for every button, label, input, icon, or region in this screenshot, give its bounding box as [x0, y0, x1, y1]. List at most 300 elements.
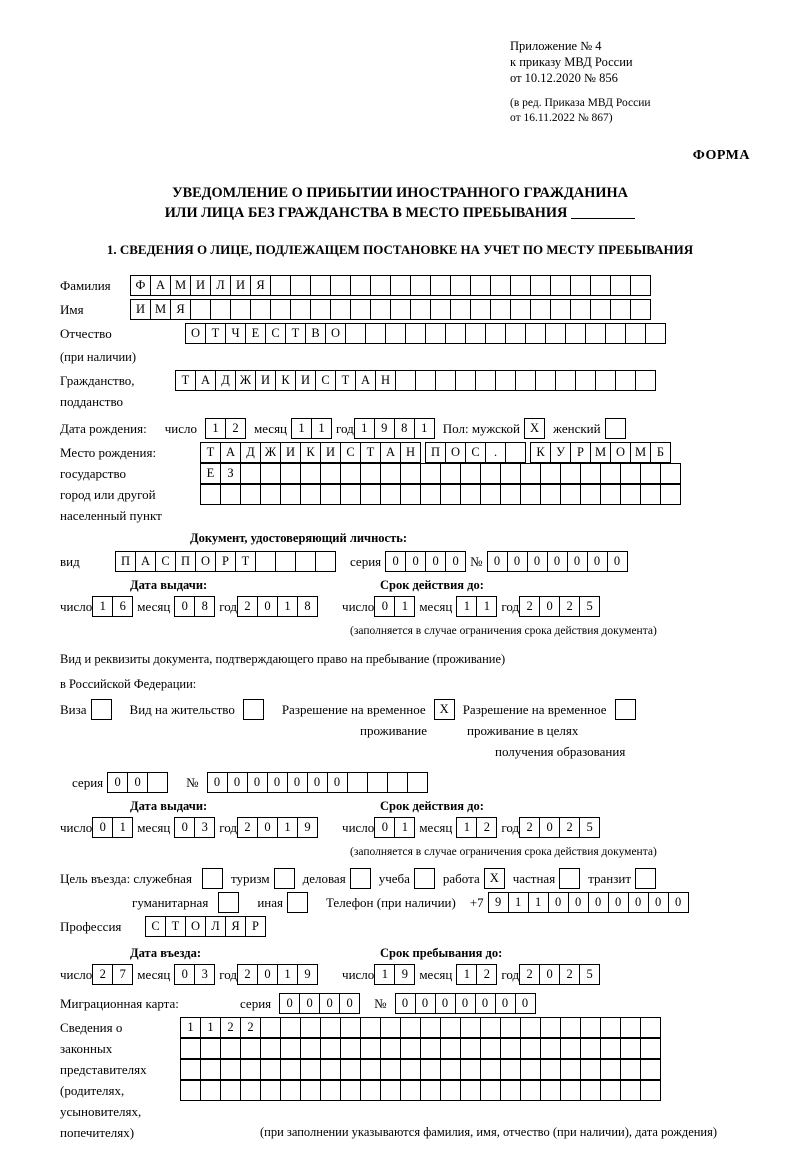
- char-cell[interactable]: 0: [174, 964, 195, 985]
- char-cell[interactable]: [400, 1059, 421, 1080]
- char-cell[interactable]: [555, 370, 576, 391]
- char-cell[interactable]: 0: [127, 772, 148, 793]
- permit-issue-year-input[interactable]: [237, 817, 318, 838]
- birthplace-country-input[interactable]: [200, 442, 421, 463]
- char-cell[interactable]: [565, 323, 586, 344]
- char-cell[interactable]: [485, 323, 506, 344]
- char-cell[interactable]: И: [255, 370, 276, 391]
- char-cell[interactable]: 0: [607, 551, 628, 572]
- doc-series-input[interactable]: [385, 551, 466, 572]
- char-cell[interactable]: 0: [405, 551, 426, 572]
- char-cell[interactable]: А: [355, 370, 376, 391]
- doc-issue-month-input[interactable]: [174, 596, 215, 617]
- char-cell[interactable]: [540, 484, 561, 505]
- char-cell[interactable]: А: [150, 275, 171, 296]
- birthplace-city-row3-input[interactable]: [200, 484, 681, 505]
- char-cell[interactable]: 0: [495, 993, 516, 1014]
- char-cell[interactable]: [420, 484, 441, 505]
- char-cell[interactable]: [600, 1038, 621, 1059]
- char-cell[interactable]: [274, 868, 295, 889]
- char-cell[interactable]: [320, 1038, 341, 1059]
- char-cell[interactable]: [220, 484, 241, 505]
- char-cell[interactable]: [300, 1059, 321, 1080]
- doc-valid-month-input[interactable]: [456, 596, 497, 617]
- char-cell[interactable]: [420, 1080, 441, 1101]
- char-cell[interactable]: [380, 1017, 401, 1038]
- char-cell[interactable]: [540, 1017, 561, 1038]
- char-cell[interactable]: Я: [170, 299, 191, 320]
- visa-checkbox[interactable]: [91, 699, 112, 720]
- permit-number-input[interactable]: [207, 772, 428, 793]
- char-cell[interactable]: 2: [476, 964, 497, 985]
- purpose-transit-checkbox[interactable]: [635, 868, 656, 889]
- char-cell[interactable]: [202, 868, 223, 889]
- char-cell[interactable]: М: [590, 442, 611, 463]
- char-cell[interactable]: [470, 299, 491, 320]
- char-cell[interactable]: П: [115, 551, 136, 572]
- char-cell[interactable]: [520, 484, 541, 505]
- char-cell[interactable]: [440, 484, 461, 505]
- char-cell[interactable]: 1: [414, 418, 435, 439]
- doc-valid-year-input[interactable]: [519, 596, 600, 617]
- stay-day-input[interactable]: [374, 964, 415, 985]
- char-cell[interactable]: Б: [650, 442, 671, 463]
- char-cell[interactable]: [480, 463, 501, 484]
- doc-issue-year-input[interactable]: [237, 596, 318, 617]
- char-cell[interactable]: [410, 275, 431, 296]
- char-cell[interactable]: [190, 299, 211, 320]
- char-cell[interactable]: [180, 1080, 201, 1101]
- char-cell[interactable]: X: [484, 868, 505, 889]
- char-cell[interactable]: Ч: [225, 323, 246, 344]
- char-cell[interactable]: 2: [519, 596, 540, 617]
- char-cell[interactable]: [615, 699, 636, 720]
- char-cell[interactable]: 0: [395, 993, 416, 1014]
- char-cell[interactable]: 1: [394, 817, 415, 838]
- char-cell[interactable]: [610, 275, 631, 296]
- char-cell[interactable]: [290, 299, 311, 320]
- purpose-humanitarian-checkbox[interactable]: [218, 892, 239, 913]
- char-cell[interactable]: [240, 1059, 261, 1080]
- char-cell[interactable]: 0: [227, 772, 248, 793]
- char-cell[interactable]: 0: [588, 892, 609, 913]
- char-cell[interactable]: [420, 1059, 441, 1080]
- char-cell[interactable]: [180, 1059, 201, 1080]
- char-cell[interactable]: [260, 1059, 281, 1080]
- char-cell[interactable]: С: [315, 370, 336, 391]
- char-cell[interactable]: [380, 1080, 401, 1101]
- char-cell[interactable]: К: [300, 442, 321, 463]
- char-cell[interactable]: [340, 484, 361, 505]
- char-cell[interactable]: [550, 275, 571, 296]
- surname-input[interactable]: [130, 275, 651, 296]
- char-cell[interactable]: 9: [374, 418, 395, 439]
- char-cell[interactable]: Т: [165, 916, 186, 937]
- char-cell[interactable]: [350, 275, 371, 296]
- char-cell[interactable]: 0: [568, 892, 589, 913]
- char-cell[interactable]: 1: [200, 1017, 221, 1038]
- char-cell[interactable]: 0: [548, 892, 569, 913]
- char-cell[interactable]: [600, 1080, 621, 1101]
- char-cell[interactable]: [460, 1038, 481, 1059]
- char-cell[interactable]: О: [195, 551, 216, 572]
- char-cell[interactable]: Е: [245, 323, 266, 344]
- char-cell[interactable]: 0: [174, 596, 195, 617]
- char-cell[interactable]: [230, 299, 251, 320]
- char-cell[interactable]: [635, 370, 656, 391]
- char-cell[interactable]: [91, 699, 112, 720]
- entry-month-input[interactable]: [174, 964, 215, 985]
- char-cell[interactable]: 2: [237, 964, 258, 985]
- char-cell[interactable]: [270, 275, 291, 296]
- char-cell[interactable]: [660, 484, 681, 505]
- char-cell[interactable]: [275, 551, 296, 572]
- birthplace-city-part2-input[interactable]: [530, 442, 671, 463]
- char-cell[interactable]: [620, 1080, 641, 1101]
- char-cell[interactable]: 0: [257, 964, 278, 985]
- char-cell[interactable]: [645, 323, 666, 344]
- char-cell[interactable]: [200, 1038, 221, 1059]
- char-cell[interactable]: 0: [445, 551, 466, 572]
- char-cell[interactable]: [360, 1059, 381, 1080]
- char-cell[interactable]: 1: [92, 596, 113, 617]
- char-cell[interactable]: 0: [435, 993, 456, 1014]
- char-cell[interactable]: [600, 463, 621, 484]
- char-cell[interactable]: [560, 484, 581, 505]
- char-cell[interactable]: 0: [299, 993, 320, 1014]
- char-cell[interactable]: [510, 299, 531, 320]
- char-cell[interactable]: [370, 275, 391, 296]
- char-cell[interactable]: 1: [456, 964, 477, 985]
- char-cell[interactable]: [500, 1059, 521, 1080]
- patronymic-input[interactable]: [185, 323, 666, 344]
- char-cell[interactable]: А: [135, 551, 156, 572]
- legal-rep-row4-input[interactable]: [180, 1080, 661, 1101]
- char-cell[interactable]: [490, 299, 511, 320]
- char-cell[interactable]: [600, 484, 621, 505]
- char-cell[interactable]: [500, 484, 521, 505]
- char-cell[interactable]: [280, 484, 301, 505]
- char-cell[interactable]: А: [380, 442, 401, 463]
- char-cell[interactable]: X: [524, 418, 545, 439]
- char-cell[interactable]: М: [150, 299, 171, 320]
- char-cell[interactable]: [630, 275, 651, 296]
- char-cell[interactable]: 0: [267, 772, 288, 793]
- char-cell[interactable]: Т: [175, 370, 196, 391]
- purpose-service-checkbox[interactable]: [202, 868, 223, 889]
- char-cell[interactable]: [630, 299, 651, 320]
- char-cell[interactable]: М: [170, 275, 191, 296]
- profession-input[interactable]: [145, 916, 266, 937]
- char-cell[interactable]: [605, 418, 626, 439]
- char-cell[interactable]: А: [195, 370, 216, 391]
- citizenship-input[interactable]: [175, 370, 656, 391]
- doc-valid-day-input[interactable]: [374, 596, 415, 617]
- char-cell[interactable]: [360, 1080, 381, 1101]
- char-cell[interactable]: Т: [360, 442, 381, 463]
- mcard-number-input[interactable]: [395, 993, 536, 1014]
- birthplace-city-part1-input[interactable]: [425, 442, 526, 463]
- char-cell[interactable]: [240, 484, 261, 505]
- char-cell[interactable]: 0: [279, 993, 300, 1014]
- char-cell[interactable]: 1: [277, 964, 298, 985]
- char-cell[interactable]: 0: [339, 993, 360, 1014]
- char-cell[interactable]: 0: [107, 772, 128, 793]
- char-cell[interactable]: [500, 1038, 521, 1059]
- char-cell[interactable]: [290, 275, 311, 296]
- doc-kind-input[interactable]: [115, 551, 336, 572]
- char-cell[interactable]: М: [630, 442, 651, 463]
- char-cell[interactable]: Е: [200, 463, 221, 484]
- stay-month-input[interactable]: [456, 964, 497, 985]
- char-cell[interactable]: [360, 1017, 381, 1038]
- char-cell[interactable]: X: [434, 699, 455, 720]
- char-cell[interactable]: 0: [668, 892, 689, 913]
- char-cell[interactable]: [147, 772, 168, 793]
- char-cell[interactable]: П: [175, 551, 196, 572]
- char-cell[interactable]: 0: [319, 993, 340, 1014]
- char-cell[interactable]: Т: [285, 323, 306, 344]
- char-cell[interactable]: В: [305, 323, 326, 344]
- char-cell[interactable]: 5: [579, 596, 600, 617]
- char-cell[interactable]: 1: [291, 418, 312, 439]
- char-cell[interactable]: [240, 1080, 261, 1101]
- char-cell[interactable]: [635, 868, 656, 889]
- char-cell[interactable]: С: [340, 442, 361, 463]
- char-cell[interactable]: [640, 1059, 661, 1080]
- char-cell[interactable]: О: [185, 323, 206, 344]
- char-cell[interactable]: Я: [250, 275, 271, 296]
- char-cell[interactable]: 2: [519, 817, 540, 838]
- char-cell[interactable]: [340, 1038, 361, 1059]
- char-cell[interactable]: К: [275, 370, 296, 391]
- char-cell[interactable]: И: [295, 370, 316, 391]
- char-cell[interactable]: .: [485, 442, 506, 463]
- char-cell[interactable]: [580, 1017, 601, 1038]
- char-cell[interactable]: [340, 1017, 361, 1038]
- char-cell[interactable]: [340, 1059, 361, 1080]
- char-cell[interactable]: П: [425, 442, 446, 463]
- char-cell[interactable]: [260, 1017, 281, 1038]
- legal-rep-row2-input[interactable]: [180, 1038, 661, 1059]
- char-cell[interactable]: К: [530, 442, 551, 463]
- char-cell[interactable]: 2: [476, 817, 497, 838]
- char-cell[interactable]: [200, 1080, 221, 1101]
- char-cell[interactable]: 2: [559, 596, 580, 617]
- permit-series-input[interactable]: [107, 772, 168, 793]
- char-cell[interactable]: 0: [547, 551, 568, 572]
- char-cell[interactable]: С: [145, 916, 166, 937]
- char-cell[interactable]: И: [130, 299, 151, 320]
- char-cell[interactable]: [370, 299, 391, 320]
- char-cell[interactable]: 0: [608, 892, 629, 913]
- char-cell[interactable]: 0: [174, 817, 195, 838]
- char-cell[interactable]: [500, 463, 521, 484]
- char-cell[interactable]: [220, 1059, 241, 1080]
- char-cell[interactable]: [480, 484, 501, 505]
- char-cell[interactable]: Ж: [235, 370, 256, 391]
- purpose-study-checkbox[interactable]: [414, 868, 435, 889]
- char-cell[interactable]: [550, 299, 571, 320]
- char-cell[interactable]: [350, 868, 371, 889]
- char-cell[interactable]: [465, 323, 486, 344]
- char-cell[interactable]: [360, 463, 381, 484]
- char-cell[interactable]: 0: [415, 993, 436, 1014]
- char-cell[interactable]: [600, 1017, 621, 1038]
- char-cell[interactable]: [545, 323, 566, 344]
- char-cell[interactable]: 0: [327, 772, 348, 793]
- char-cell[interactable]: 0: [92, 817, 113, 838]
- char-cell[interactable]: 0: [648, 892, 669, 913]
- char-cell[interactable]: [260, 484, 281, 505]
- char-cell[interactable]: [395, 370, 416, 391]
- char-cell[interactable]: [218, 892, 239, 913]
- mcard-series-input[interactable]: [279, 993, 360, 1014]
- char-cell[interactable]: [580, 463, 601, 484]
- char-cell[interactable]: [380, 1059, 401, 1080]
- char-cell[interactable]: [280, 1059, 301, 1080]
- char-cell[interactable]: [287, 892, 308, 913]
- char-cell[interactable]: 0: [385, 551, 406, 572]
- char-cell[interactable]: [210, 299, 231, 320]
- char-cell[interactable]: 9: [488, 892, 509, 913]
- char-cell[interactable]: 0: [287, 772, 308, 793]
- char-cell[interactable]: 0: [207, 772, 228, 793]
- char-cell[interactable]: О: [445, 442, 466, 463]
- char-cell[interactable]: [580, 484, 601, 505]
- char-cell[interactable]: [495, 370, 516, 391]
- char-cell[interactable]: [400, 1038, 421, 1059]
- char-cell[interactable]: [415, 370, 436, 391]
- char-cell[interactable]: 9: [297, 817, 318, 838]
- char-cell[interactable]: 8: [394, 418, 415, 439]
- sex-male-checkbox[interactable]: [524, 418, 545, 439]
- char-cell[interactable]: [240, 463, 261, 484]
- char-cell[interactable]: [310, 299, 331, 320]
- char-cell[interactable]: [450, 275, 471, 296]
- char-cell[interactable]: [380, 463, 401, 484]
- char-cell[interactable]: С: [265, 323, 286, 344]
- char-cell[interactable]: [330, 275, 351, 296]
- char-cell[interactable]: [320, 1080, 341, 1101]
- char-cell[interactable]: [600, 1059, 621, 1080]
- char-cell[interactable]: У: [550, 442, 571, 463]
- char-cell[interactable]: [580, 1059, 601, 1080]
- char-cell[interactable]: [440, 1080, 461, 1101]
- char-cell[interactable]: 0: [515, 993, 536, 1014]
- char-cell[interactable]: И: [230, 275, 251, 296]
- char-cell[interactable]: Т: [200, 442, 221, 463]
- char-cell[interactable]: [260, 1038, 281, 1059]
- char-cell[interactable]: [300, 484, 321, 505]
- char-cell[interactable]: 0: [257, 596, 278, 617]
- purpose-other-checkbox[interactable]: [287, 892, 308, 913]
- char-cell[interactable]: [280, 1080, 301, 1101]
- char-cell[interactable]: [595, 370, 616, 391]
- char-cell[interactable]: [440, 1038, 461, 1059]
- char-cell[interactable]: [500, 1017, 521, 1038]
- char-cell[interactable]: Я: [225, 916, 246, 937]
- permit-valid-day-input[interactable]: [374, 817, 415, 838]
- char-cell[interactable]: [345, 323, 366, 344]
- char-cell[interactable]: [470, 275, 491, 296]
- char-cell[interactable]: [350, 299, 371, 320]
- char-cell[interactable]: [560, 1080, 581, 1101]
- char-cell[interactable]: 2: [240, 1017, 261, 1038]
- char-cell[interactable]: [640, 484, 661, 505]
- birth-year-input[interactable]: [354, 418, 435, 439]
- char-cell[interactable]: 1: [456, 596, 477, 617]
- char-cell[interactable]: Р: [570, 442, 591, 463]
- char-cell[interactable]: [520, 463, 541, 484]
- char-cell[interactable]: 1: [180, 1017, 201, 1038]
- char-cell[interactable]: [407, 772, 428, 793]
- sex-female-checkbox[interactable]: [605, 418, 626, 439]
- char-cell[interactable]: [640, 1017, 661, 1038]
- char-cell[interactable]: [560, 1017, 581, 1038]
- char-cell[interactable]: [520, 1059, 541, 1080]
- char-cell[interactable]: [460, 1059, 481, 1080]
- char-cell[interactable]: [570, 299, 591, 320]
- temp-permit-checkbox[interactable]: [434, 699, 455, 720]
- char-cell[interactable]: И: [320, 442, 341, 463]
- char-cell[interactable]: Д: [240, 442, 261, 463]
- edu-permit-checkbox[interactable]: [615, 699, 636, 720]
- char-cell[interactable]: [405, 323, 426, 344]
- char-cell[interactable]: [300, 1080, 321, 1101]
- char-cell[interactable]: [390, 275, 411, 296]
- char-cell[interactable]: [440, 463, 461, 484]
- char-cell[interactable]: [490, 275, 511, 296]
- char-cell[interactable]: [347, 772, 368, 793]
- char-cell[interactable]: С: [155, 551, 176, 572]
- char-cell[interactable]: [620, 1059, 641, 1080]
- char-cell[interactable]: [385, 323, 406, 344]
- birth-month-input[interactable]: [291, 418, 332, 439]
- char-cell[interactable]: [500, 1080, 521, 1101]
- char-cell[interactable]: [580, 1080, 601, 1101]
- char-cell[interactable]: [320, 1017, 341, 1038]
- char-cell[interactable]: [660, 463, 681, 484]
- char-cell[interactable]: [387, 772, 408, 793]
- char-cell[interactable]: Р: [245, 916, 266, 937]
- char-cell[interactable]: 0: [475, 993, 496, 1014]
- char-cell[interactable]: [295, 551, 316, 572]
- char-cell[interactable]: [620, 484, 641, 505]
- char-cell[interactable]: [340, 1080, 361, 1101]
- char-cell[interactable]: [505, 323, 526, 344]
- char-cell[interactable]: [480, 1080, 501, 1101]
- char-cell[interactable]: 1: [205, 418, 226, 439]
- char-cell[interactable]: Н: [400, 442, 421, 463]
- purpose-private-checkbox[interactable]: [559, 868, 580, 889]
- purpose-business-checkbox[interactable]: [350, 868, 371, 889]
- char-cell[interactable]: [240, 1038, 261, 1059]
- char-cell[interactable]: 0: [455, 993, 476, 1014]
- char-cell[interactable]: [625, 323, 646, 344]
- char-cell[interactable]: 2: [237, 817, 258, 838]
- char-cell[interactable]: З: [220, 463, 241, 484]
- birth-day-input[interactable]: [205, 418, 246, 439]
- char-cell[interactable]: 0: [507, 551, 528, 572]
- char-cell[interactable]: [270, 299, 291, 320]
- entry-year-input[interactable]: [237, 964, 318, 985]
- char-cell[interactable]: Т: [205, 323, 226, 344]
- char-cell[interactable]: [620, 1017, 641, 1038]
- char-cell[interactable]: [445, 323, 466, 344]
- char-cell[interactable]: 0: [628, 892, 649, 913]
- residence-permit-checkbox[interactable]: [243, 699, 264, 720]
